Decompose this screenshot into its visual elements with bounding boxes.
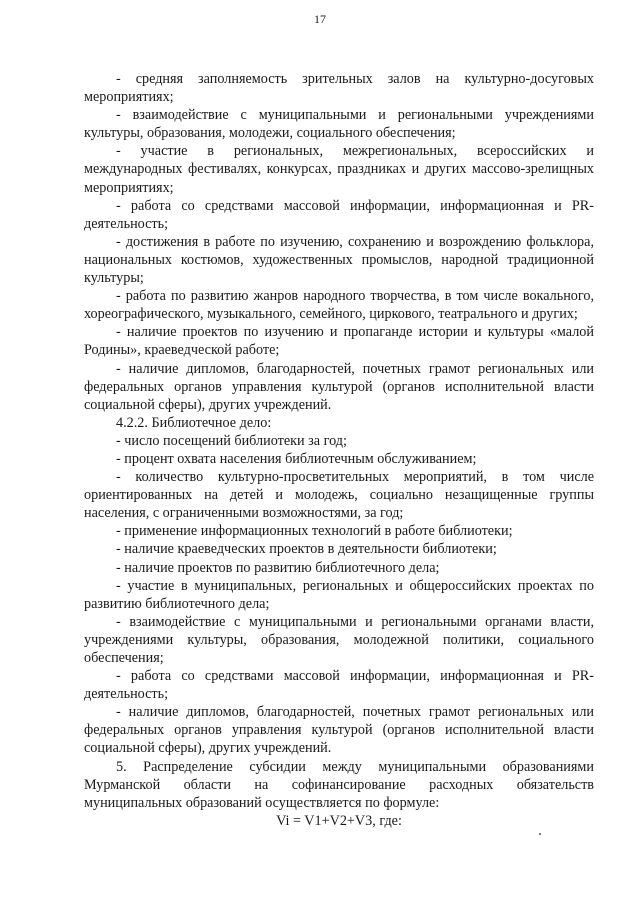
paragraph: - наличие дипломов, благодарностей, почетных грамот региональных или федеральных органов управления культурой (органов исполнительной власти социальной сферы), других учреждений. bbox=[84, 704, 594, 757]
paragraph: - наличие проектов по изучению и пропаганде истории и культуры «малой Родины», краеведческой работе; bbox=[84, 324, 594, 359]
paragraph: - взаимодействие с муниципальными и региональными учреждениями культуры, образования, молодежи, социального обеспечения; bbox=[84, 107, 594, 142]
paragraph: - работа по развитию жанров народного творчества, в том числе вокального, хореографического, музыкального, семейного, циркового, театрального и других; bbox=[84, 288, 594, 323]
paragraph: - количество культурно-просветительных мероприятий, в том числе ориентированных на детей и молодежь, социально незащищенные группы населения, с ограниченными возможностями, за год; bbox=[84, 469, 594, 522]
paragraph: - работа со средствами массовой информации, информационная и PR-деятельность; bbox=[84, 668, 594, 703]
paragraph: - наличие дипломов, благодарностей, почетных грамот региональных или федеральных органов управления культурой (органов исполнительной власти социальной сферы), других учреждений. bbox=[84, 360, 594, 413]
paragraph: - взаимодействие с муниципальными и региональными органами власти, учреждениями культуры, образования, молодежной политики, социального обеспечения; bbox=[84, 613, 594, 666]
section-heading: 4.2.2. Библиотечное дело: bbox=[116, 414, 272, 431]
formula: Vi = V1+V2+V3, где: bbox=[276, 812, 402, 829]
paragraph: 5. Распределение субсидии между муниципальными образованиями Мурманской области на софинансирование расходных обязательств муниципальных образований осуществляется по формуле: bbox=[84, 758, 594, 811]
paragraph: - участие в региональных, межрегиональных, всероссийских и международных фестивалях, конкурсах, праздниках и других массово-зрелищных мероприятиях; bbox=[84, 143, 594, 196]
paragraph: - средняя заполняемость зрительных залов на культурно-досуговых мероприятиях; bbox=[84, 71, 594, 106]
paragraph: - наличие проектов по развитию библиотечного дела; bbox=[116, 559, 440, 576]
page-number: 17 bbox=[314, 12, 326, 26]
paragraph: - достижения в работе по изучению, сохранению и возрождению фольклора, национальных костюмов, художественных промыслов, народной традиционной культуры; bbox=[84, 233, 594, 287]
paragraph: - число посещений библиотеки за год; bbox=[116, 432, 347, 449]
document-body bbox=[84, 70, 594, 830]
paragraph: - работа со средствами массовой информации, информационная и PR-деятельность; bbox=[84, 197, 594, 232]
scan-speck bbox=[539, 833, 541, 835]
paragraph: - процент охвата населения библиотечным обслуживанием; bbox=[116, 450, 477, 467]
paragraph: - участие в муниципальных, региональных и общероссийских проектах по развитию библиотечного дела; bbox=[84, 577, 594, 612]
paragraph: - наличие краеведческих проектов в деятельности библиотеки; bbox=[116, 541, 497, 558]
paragraph: - применение информационных технологий в работе библиотеки; bbox=[116, 523, 513, 540]
